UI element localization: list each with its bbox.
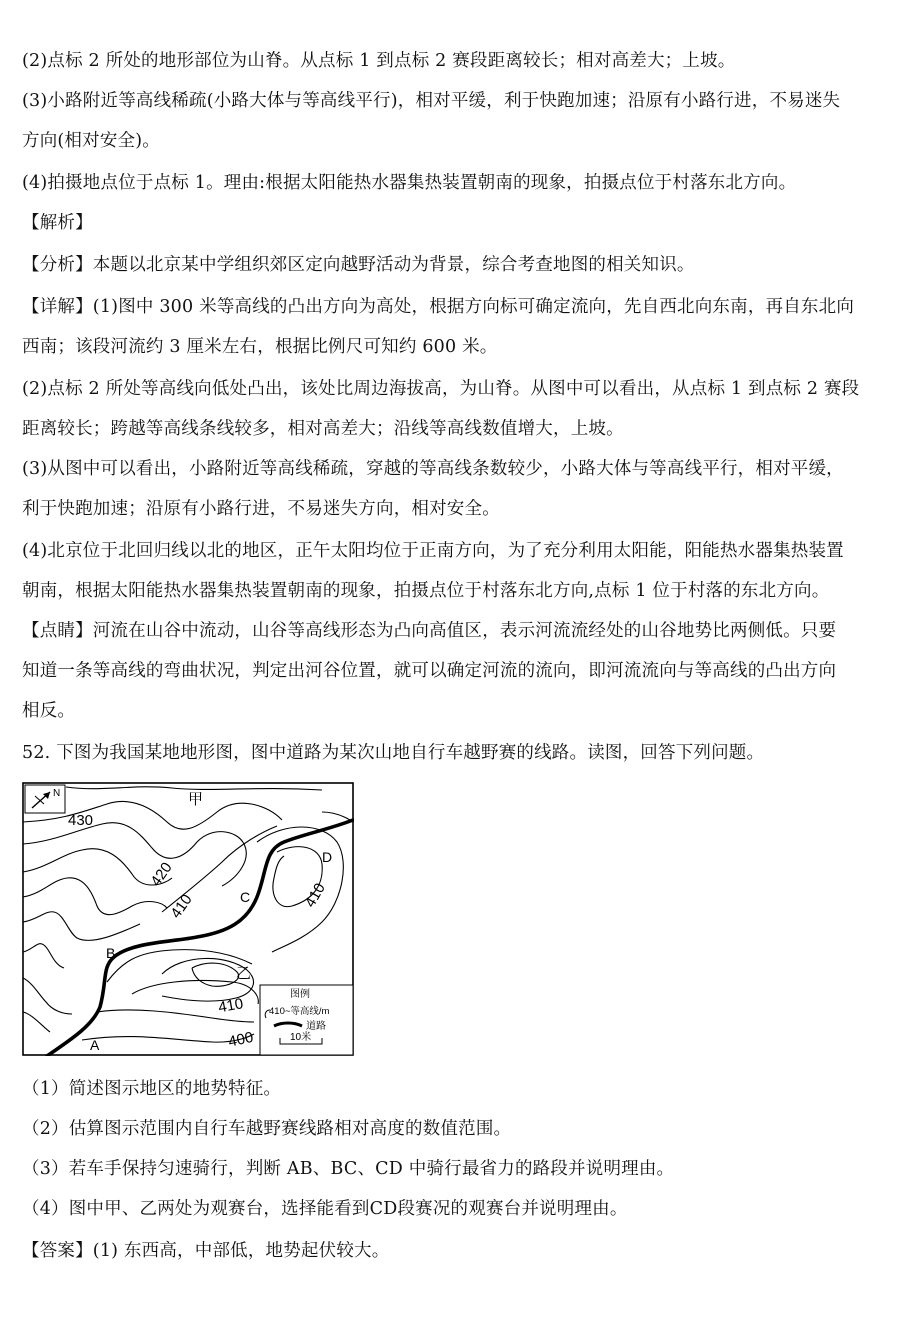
legend-scale: 10米 <box>290 1032 312 1043</box>
analysis-dianjing-line1: 【点睛】河流在山谷中流动，山谷等高线形态为凸向高值区，表示河流流经处的山谷地势比两侧低。只要 <box>22 621 837 641</box>
analysis-p2-line2: 距离较长；跨越等高线条线较多，相对高差大；沿线等高线数值增大，上坡。 <box>22 419 624 439</box>
legend-contour: 410~等高线/m <box>269 1006 330 1017</box>
contour-label-430: 430 <box>68 812 94 829</box>
point-A: A <box>90 1037 100 1053</box>
contour-label-420: 420 <box>147 859 176 890</box>
contour-label-400: 400 <box>226 1028 255 1051</box>
contour-label-410-b: 410 <box>301 880 329 911</box>
north-arrow <box>25 785 65 813</box>
analysis-dianjing-line2: 知道一条等高线的弯曲状况，判定出河谷位置，就可以确定河流的流向，即河流流向与等高线的凸出方向 <box>22 661 837 681</box>
analysis-xiangjie-line1: 【详解】(1)图中 300 米等高线的凸出方向为高处，根据方向标可确定流向，先自西北向东南，再自东北向 <box>22 297 855 317</box>
answer-prev-3-line1: (3)小路附近等高线稀疏(小路大体与等高线平行)，相对平缓，利于快跑加速；沿原有小路行进，不易迷失 <box>22 91 841 111</box>
answer-prev-3-line2: 方向(相对安全)。 <box>22 131 160 151</box>
point-B: B <box>106 945 116 961</box>
question-52-3: （3）若车手保持匀速骑行，判断 AB、BC、CD 中骑行最省力的路段并说明理由。 <box>22 1159 675 1179</box>
legend-title: 图例 <box>290 989 310 1000</box>
place-yi: 乙 <box>236 965 252 982</box>
question-52-intro: 52. 下图为我国某地地形图，图中道路为某次山地自行车越野赛的线路。读图，回答下列问题。 <box>22 743 765 763</box>
contour-map-svg <box>22 782 354 1056</box>
topographic-map <box>22 782 354 1056</box>
analysis-xiangjie-line2: 西南；该段河流约 3 厘米左右，根据比例尺可知约 600 米。 <box>22 337 498 357</box>
legend-road: 道路 <box>306 1021 326 1032</box>
north-label: N <box>53 788 61 799</box>
map-legend <box>260 985 353 1055</box>
place-jia: 甲 <box>188 791 204 808</box>
analysis-p3-line2: 利于快跑加速；沿原有小路行进，不易迷失方向，相对安全。 <box>22 499 500 519</box>
analysis-p2-line1: (2)点标 2 所处等高线向低处凸出，该处比周边海拔高，为山脊。从图中可以看出，从点标 1 到点标 2 赛段 <box>22 379 860 399</box>
question-52-4: （4）图中甲、乙两处为观赛台，选择能看到CD段赛况的观赛台并说明理由。 <box>22 1199 628 1219</box>
contour-label-410-c: 410 <box>216 995 245 1017</box>
question-52-1: （1）简述图示地区的地势特征。 <box>22 1079 282 1099</box>
analysis-p3-line1: (3)从图中可以看出，小路附近等高线稀疏，穿越的等高线条数较少，小路大体与等高线平行，相对平缓， <box>22 459 844 479</box>
point-C: C <box>240 889 251 905</box>
analysis-p4-line2: 朝南，根据太阳能热水器集热装置朝南的现象，拍摄点位于村落东北方向,点标 1 位于村落的东北方向。 <box>22 581 830 601</box>
analysis-dianjing-line3: 相反。 <box>22 701 76 721</box>
answer-prev-2: (2)点标 2 所处的地形部位为山脊。从点标 1 到点标 2 赛段距离较长；相对高差大；上坡。 <box>22 51 736 71</box>
answer-prev-4: (4)拍摄地点位于点标 1。理由:根据太阳能热水器集热装置朝南的现象，拍摄点位于村落东北方向。 <box>22 173 797 193</box>
analysis-fenxi: 【分析】本题以北京某中学组织郊区定向越野活动为背景，综合考查地图的相关知识。 <box>22 255 695 275</box>
question-52-2: （2）估算图示范围内自行车越野赛线路相对高度的数值范围。 <box>22 1119 512 1139</box>
analysis-p4-line1: (4)北京位于北回归线以北的地区，正午太阳均位于正南方向，为了充分利用太阳能，阳能热水器集热装置 <box>22 541 844 561</box>
contour-label-410-a: 410 <box>167 891 196 922</box>
point-D: D <box>322 849 333 865</box>
question-52-answer: 【答案】(1) 东西高，中部低，地势起伏较大。 <box>22 1241 390 1261</box>
analysis-heading: 【解析】 <box>22 213 93 233</box>
